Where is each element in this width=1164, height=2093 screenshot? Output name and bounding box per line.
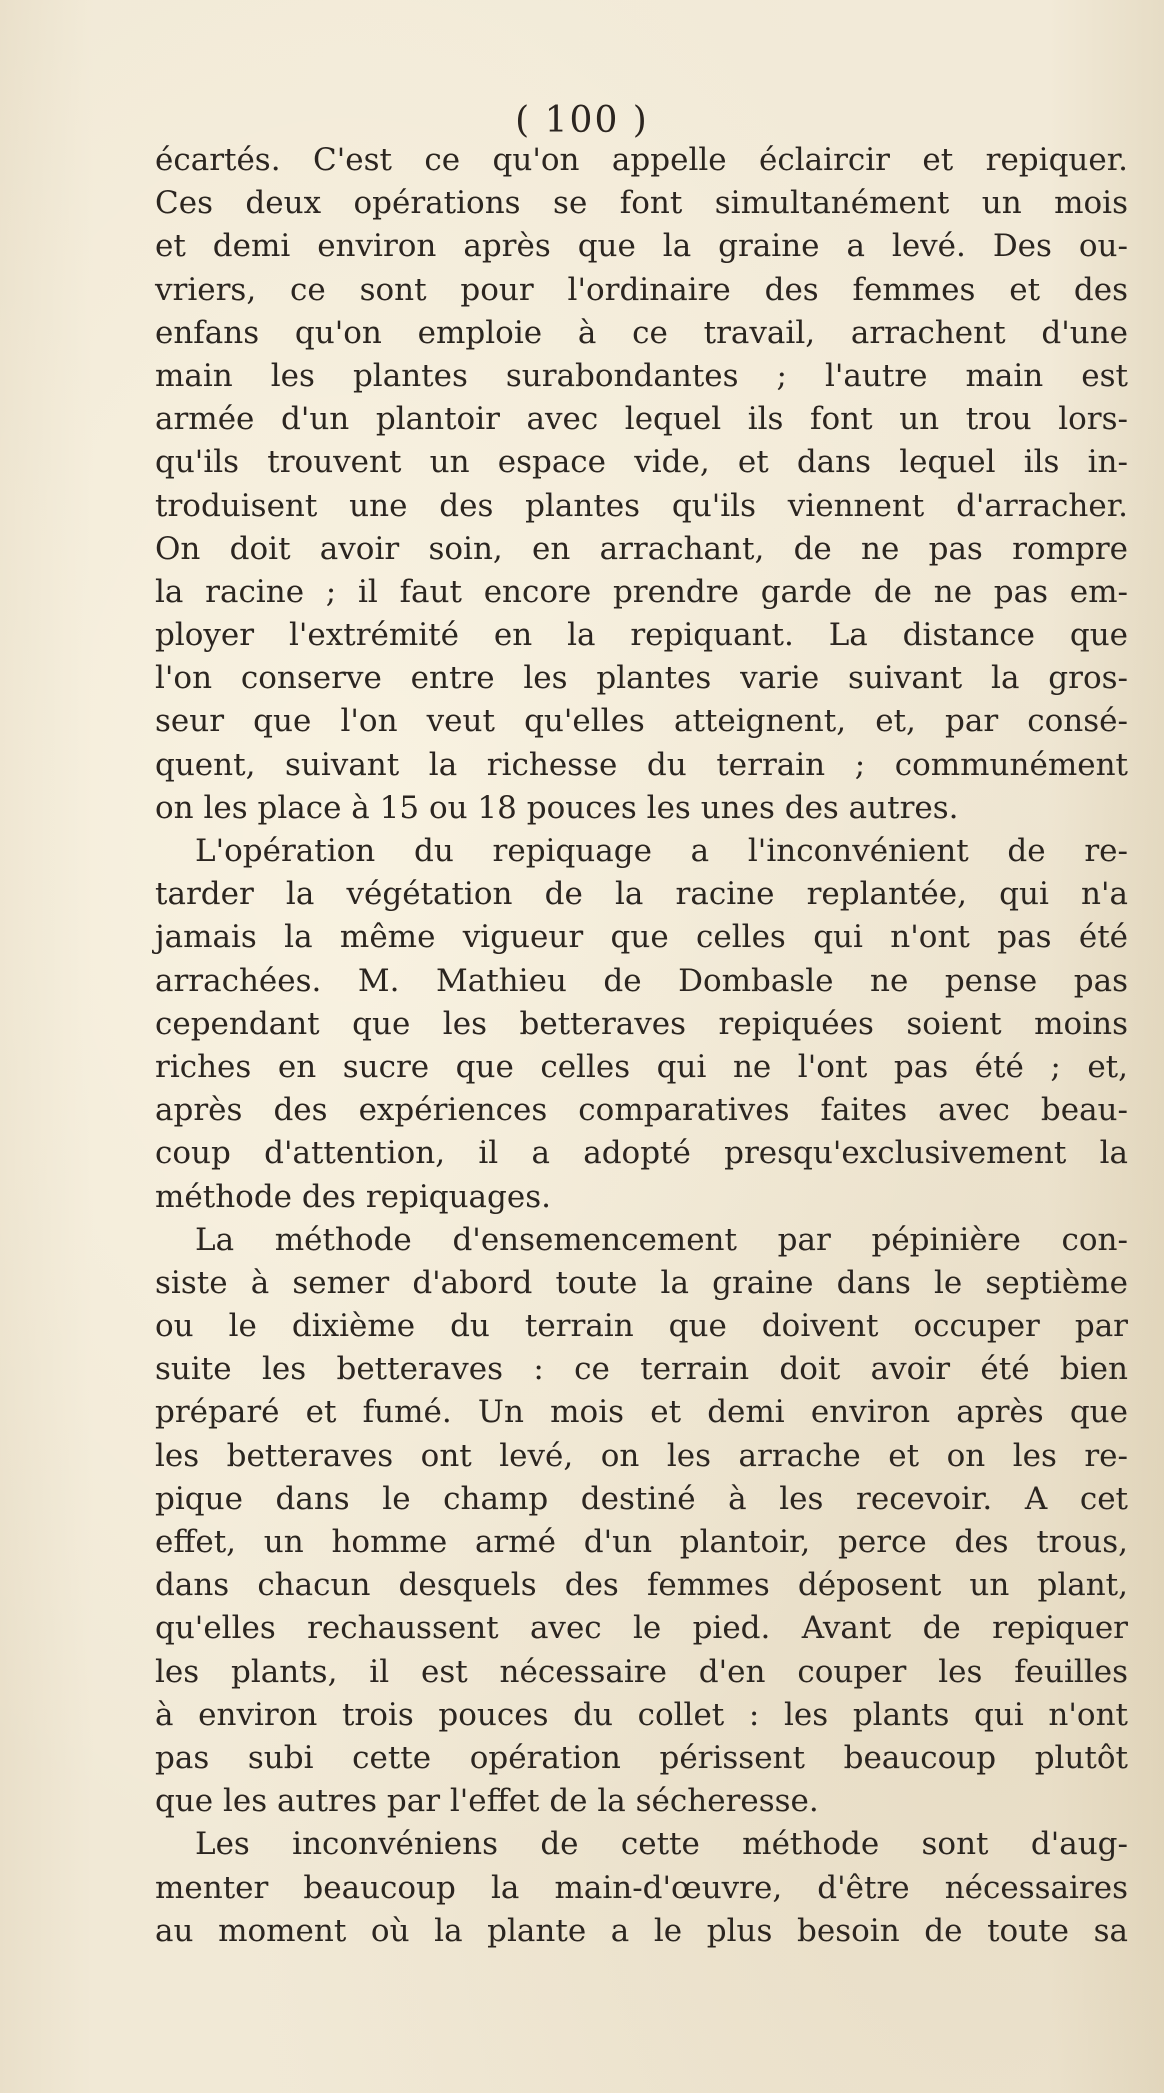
text-line: armée d'un plantoir avec lequel ils font un trou lors- [155,401,1128,438]
text-line: ployer l'extrémité en la repiquant. La distance que [155,617,1128,654]
text-line: quent, suivant la richesse du terrain ; communément [155,746,1128,783]
text-line: et demi environ après que la graine a levé. Des ou- [155,228,1128,265]
text-line: effet, un homme armé d'un plantoir, perce des trous, [155,1524,1128,1560]
paragraph-start-line: L'opération du repiquage a l'inconvénient de re- [195,833,1128,869]
text-line: après des expériences comparatives faites avec beau- [155,1092,1128,1129]
text-line: pas subi cette opération périssent beaucoup plutôt [155,1739,1128,1776]
text-line: seur que l'on veut qu'elles atteignent, et, par consé- [155,703,1128,740]
text-line: préparé et fumé. Un mois et demi environ après que [155,1394,1128,1431]
text-line: siste à semer d'abord toute la graine dans le septième [155,1264,1128,1301]
text-line: méthode des repiquages. [155,1178,551,1215]
text-line: enfans qu'on emploie à ce travail, arrachent d'une [155,314,1128,351]
text-line: les plants, il est nécessaire d'en couper les feuilles [155,1653,1128,1690]
text-line: la racine ; il faut encore prendre garde de ne pas em- [155,573,1128,610]
text-line: riches en sucre que celles qui ne l'ont pas été ; et, [155,1048,1128,1085]
text-line: cependant que les betteraves repiquées soient moins [155,1005,1128,1042]
paragraph-start-line: La méthode d'ensemencement par pépinière con- [195,1221,1128,1258]
text-line: tarder la végétation de la racine replantée, qui n'a [155,876,1128,913]
text-line: coup d'attention, il a adopté presqu'exclusivement la [155,1135,1128,1172]
text-line: main les plantes surabondantes ; l'autre main est [155,357,1128,394]
text-line: écartés. C'est ce qu'on appelle éclaircir et repiquer. [155,142,1128,178]
text-line: l'on conserve entre les plantes varie suivant la gros- [155,660,1128,697]
text-line: qu'ils trouvent un espace vide, et dans lequel ils in- [155,444,1128,481]
text-line: à environ trois pouces du collet : les plants qui n'ont [155,1696,1128,1733]
text-line: pique dans le champ destiné à les recevoir. A cet [155,1480,1128,1517]
text-line: menter beaucoup la main-d'œuvre, d'être nécessaires [155,1869,1128,1906]
text-line: vriers, ce sont pour l'ordinaire des femmes et des [155,271,1128,308]
text-line: jamais la même vigueur que celles qui n'ont pas été [155,919,1128,956]
text-line: qu'elles rechaussent avec le pied. Avant de repiquer [155,1610,1128,1647]
text-line: ou le dixième du terrain que doivent occuper par [155,1308,1128,1345]
text-line: on les place à 15 ou 18 pouces les unes des autres. [155,789,959,826]
text-line: arrachées. M. Mathieu de Dombasle ne pense pas [155,962,1128,999]
text-line: troduisent une des plantes qu'ils viennent d'arracher. [155,487,1128,524]
text-line: que les autres par l'effet de la sécheresse. [155,1783,819,1820]
body-text [155,139,1128,1953]
paragraph-start-line: Les inconvéniens de cette méthode sont d'aug- [195,1826,1128,1863]
text-line: suite les betteraves : ce terrain doit avoir été bien [155,1351,1128,1388]
text-line: les betteraves ont levé, on les arrache et on les re- [155,1437,1128,1474]
text-line: au moment où la plante a le plus besoin de toute sa [155,1912,1128,1949]
text-line: dans chacun desquels des femmes déposent un plant, [155,1567,1128,1604]
text-line: On doit avoir soin, en arrachant, de ne pas rompre [155,530,1128,567]
page-number: ( 100 ) [515,100,649,141]
text-line: Ces deux opérations se font simultanément un mois [155,185,1128,222]
